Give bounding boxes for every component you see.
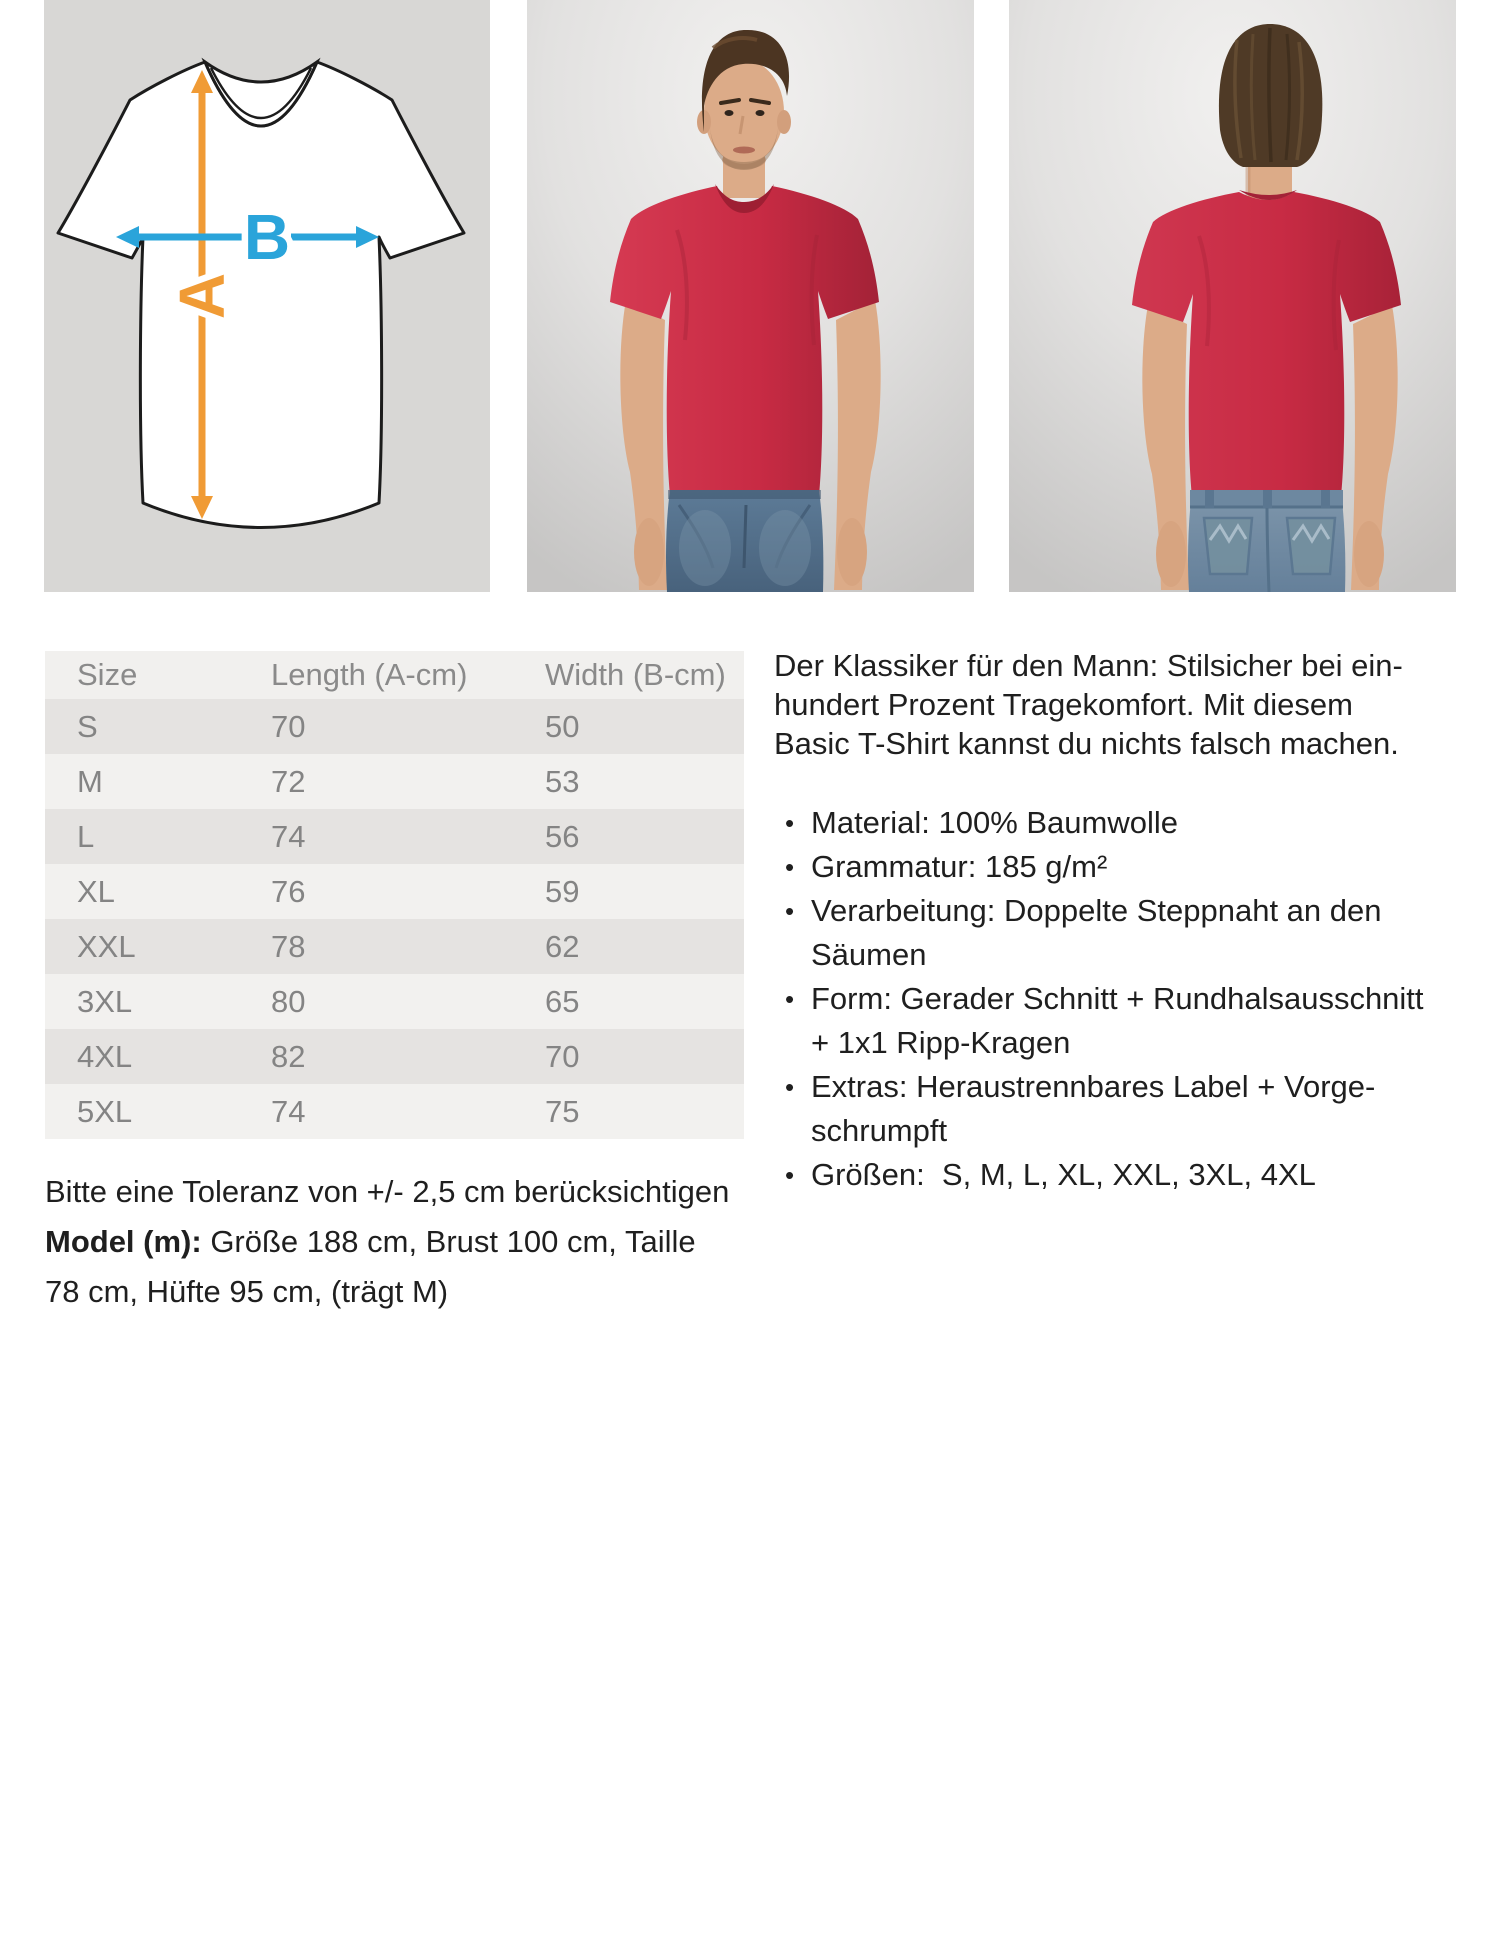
size-cell: 3XL bbox=[77, 983, 133, 1019]
description-line: Der Klassiker für den Mann: Stilsicher bei ein- bbox=[774, 648, 1403, 683]
length-cell: 70 bbox=[271, 708, 306, 744]
label-b: B bbox=[243, 201, 291, 273]
model-back-photo bbox=[1009, 0, 1456, 592]
bullet-icon: • bbox=[785, 852, 795, 882]
table-row bbox=[45, 919, 744, 974]
feature-list bbox=[774, 801, 1469, 1197]
model-label: Model (m): bbox=[45, 1224, 202, 1259]
feature-item-continuation: schrumpft bbox=[811, 1113, 948, 1148]
model-info-line bbox=[45, 1217, 729, 1267]
feature-item: • Form: Gerader Schnitt + Rundhalsausschnitt bbox=[774, 977, 1469, 1021]
size-cell: L bbox=[77, 818, 95, 854]
bullet-icon: • bbox=[785, 808, 795, 838]
width-cell: 70 bbox=[545, 1038, 580, 1074]
width-cell: 59 bbox=[545, 873, 580, 909]
feature-item: • Verarbeitung: Doppelte Steppnaht an den bbox=[774, 889, 1469, 933]
size-cell: 5XL bbox=[77, 1093, 133, 1129]
length-cell: 74 bbox=[271, 1093, 306, 1129]
width-cell: 56 bbox=[545, 818, 580, 854]
size-cell: 4XL bbox=[77, 1038, 133, 1074]
model-info-line-2: 78 cm, Hüfte 95 cm, (trägt M) bbox=[45, 1274, 449, 1309]
product-description bbox=[774, 646, 1469, 1197]
feature-item-continuation: + 1x1 Ripp-Kragen bbox=[811, 1025, 1071, 1060]
width-cell: 65 bbox=[545, 983, 580, 1019]
description-line: Basic T-Shirt kannst du nichts falsch machen. bbox=[774, 726, 1399, 761]
size-table-body bbox=[45, 699, 744, 1139]
feature-item: • Größen: S, M, L, XL, XXL, 3XL, 4XL bbox=[774, 1153, 1469, 1197]
length-cell: 78 bbox=[271, 928, 306, 964]
width-cell: 53 bbox=[545, 763, 580, 799]
feature-item: • Grammatur: 185 g/m² bbox=[774, 845, 1469, 889]
length-cell: 76 bbox=[271, 873, 306, 909]
tshirt-measurement-diagram bbox=[44, 0, 490, 592]
table-row bbox=[45, 699, 744, 754]
table-row bbox=[45, 754, 744, 809]
bullet-icon: • bbox=[785, 1072, 795, 1102]
table-row bbox=[45, 1029, 744, 1084]
model-front-photo bbox=[527, 0, 974, 592]
label-a: A bbox=[166, 272, 238, 320]
size-cell: XXL bbox=[77, 928, 136, 964]
description-line: hundert Prozent Tragekomfort. Mit diesem bbox=[774, 687, 1353, 722]
size-table bbox=[45, 651, 744, 1139]
column-header-length: Length (A-cm) bbox=[271, 657, 468, 692]
length-cell: 72 bbox=[271, 763, 306, 799]
column-header-size: Size bbox=[77, 657, 138, 692]
description-intro bbox=[774, 646, 1469, 763]
feature-item-continuation: Säumen bbox=[811, 937, 927, 972]
size-cell: M bbox=[77, 763, 103, 799]
table-row bbox=[45, 974, 744, 1029]
length-cell: 80 bbox=[271, 983, 306, 1019]
model-measurements: Größe 188 cm, Brust 100 cm, Taille bbox=[201, 1224, 696, 1259]
length-cell: 82 bbox=[271, 1038, 306, 1074]
size-table-header bbox=[45, 651, 744, 699]
bullet-icon: • bbox=[785, 984, 795, 1014]
table-row bbox=[45, 864, 744, 919]
model-front-illustration bbox=[527, 0, 974, 592]
bullet-icon: • bbox=[785, 1160, 795, 1190]
size-cell: XL bbox=[77, 873, 115, 909]
table-row bbox=[45, 1084, 744, 1139]
column-header-width: Width (B-cm) bbox=[545, 657, 726, 692]
length-cell: 74 bbox=[271, 818, 306, 854]
table-row bbox=[45, 809, 744, 864]
feature-item: • Extras: Heraustrennbares Label + Vorge- bbox=[774, 1065, 1469, 1109]
width-cell: 62 bbox=[545, 928, 580, 964]
size-cell: S bbox=[77, 708, 98, 744]
bullet-icon: • bbox=[785, 896, 795, 926]
model-back-illustration bbox=[1009, 0, 1456, 592]
tolerance-note bbox=[45, 1167, 729, 1317]
feature-item: • Material: 100% Baumwolle bbox=[774, 801, 1469, 845]
width-cell: 75 bbox=[545, 1093, 580, 1129]
size-diagram-image bbox=[44, 0, 490, 592]
width-cell: 50 bbox=[545, 708, 580, 744]
tolerance-line: Bitte eine Toleranz von +/- 2,5 cm berücksichtigen bbox=[45, 1174, 730, 1209]
